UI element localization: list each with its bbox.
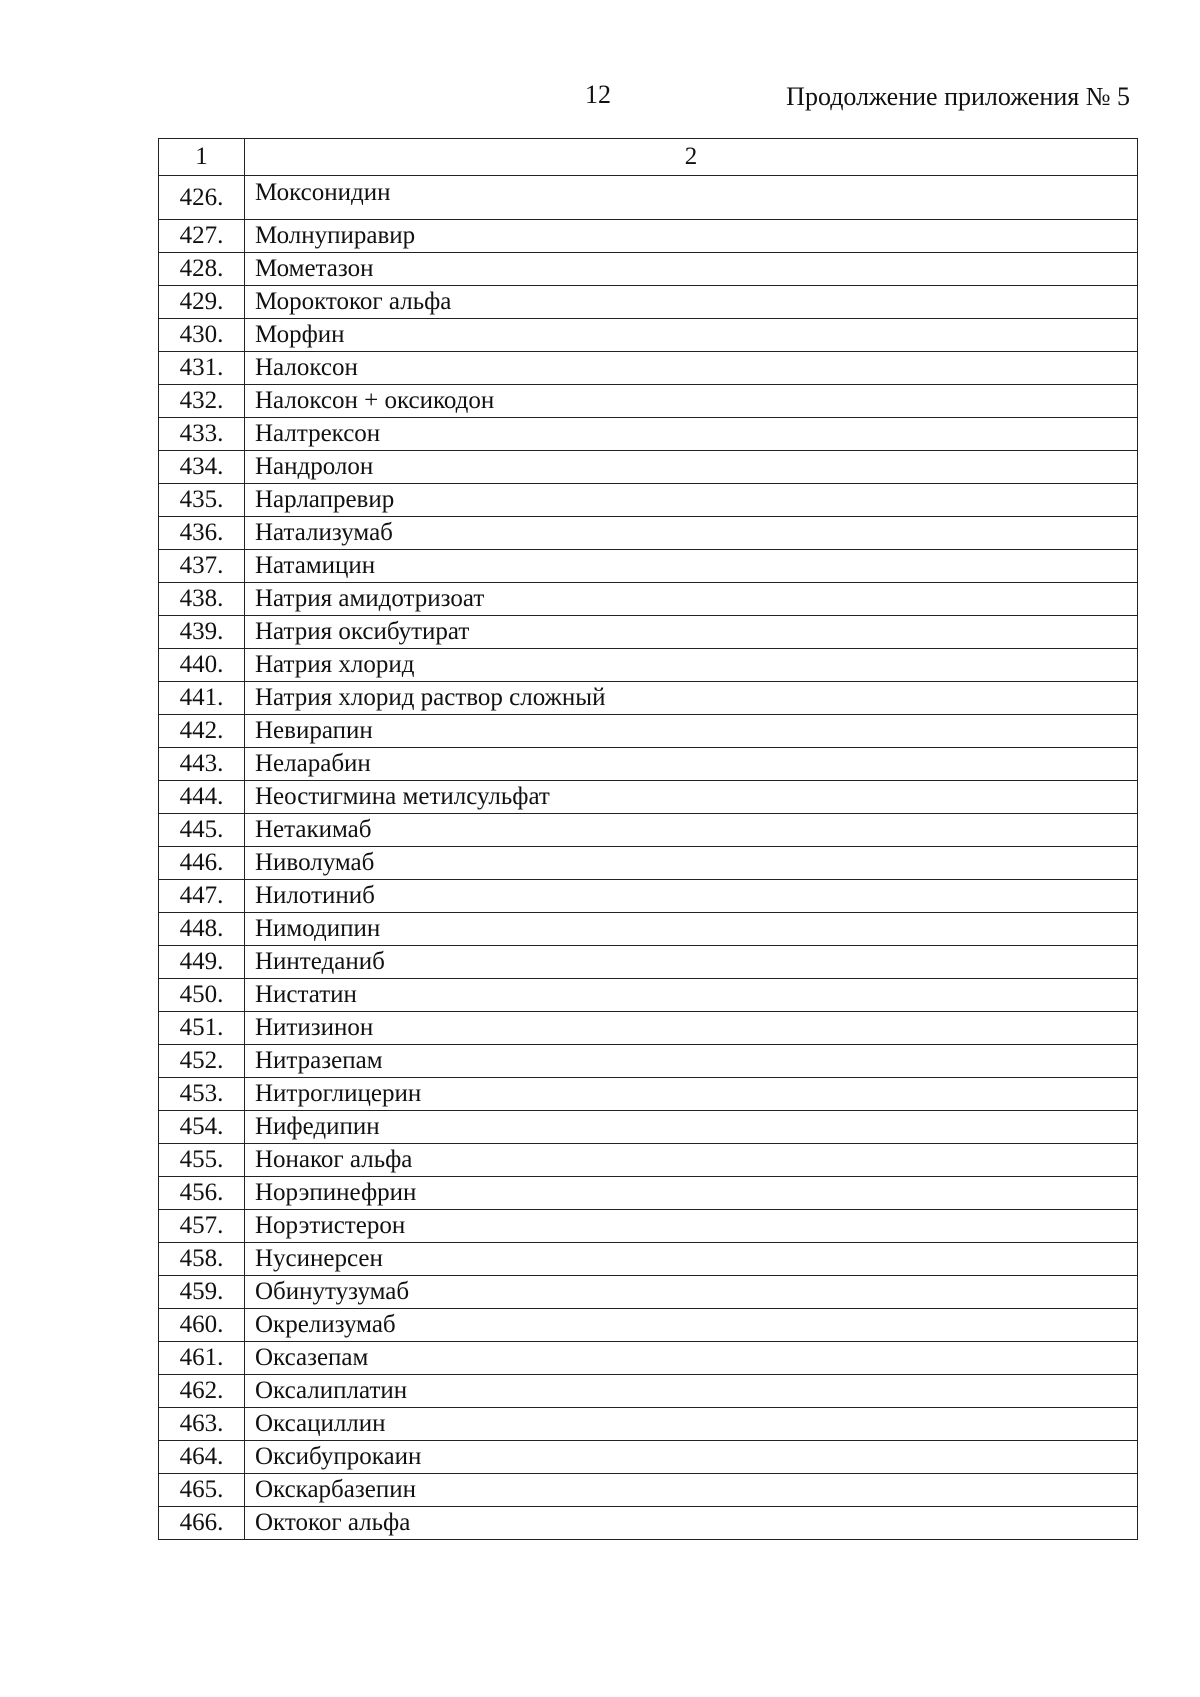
drug-name: Оксазепам — [245, 1342, 1138, 1375]
drug-name: Моксонидин — [245, 176, 1138, 220]
table-row — [159, 1276, 1138, 1309]
table-row — [159, 1210, 1138, 1243]
table-row — [159, 880, 1138, 913]
drug-name: Нетакимаб — [245, 814, 1138, 847]
row-number: 439. — [159, 616, 245, 649]
row-number: 446. — [159, 847, 245, 880]
row-number: 449. — [159, 946, 245, 979]
row-number: 436. — [159, 517, 245, 550]
row-number: 426. — [159, 176, 245, 220]
drug-name: Оксациллин — [245, 1408, 1138, 1441]
row-number: 455. — [159, 1144, 245, 1177]
row-number: 432. — [159, 385, 245, 418]
row-number: 431. — [159, 352, 245, 385]
table-row — [159, 1408, 1138, 1441]
table-row — [159, 352, 1138, 385]
table-row — [159, 550, 1138, 583]
drug-name: Окрелизумаб — [245, 1309, 1138, 1342]
row-number: 429. — [159, 286, 245, 319]
table-row — [159, 1441, 1138, 1474]
drug-name: Налтрексон — [245, 418, 1138, 451]
row-number: 456. — [159, 1177, 245, 1210]
drug-name: Ниволумаб — [245, 847, 1138, 880]
drug-name: Нарлапревир — [245, 484, 1138, 517]
table-row — [159, 946, 1138, 979]
drug-name: Натамицин — [245, 550, 1138, 583]
table-row — [159, 616, 1138, 649]
row-number: 441. — [159, 682, 245, 715]
drug-name: Нандролон — [245, 451, 1138, 484]
table-row — [159, 253, 1138, 286]
row-number: 462. — [159, 1375, 245, 1408]
drug-name: Нонаког альфа — [245, 1144, 1138, 1177]
row-number: 442. — [159, 715, 245, 748]
table-row — [159, 913, 1138, 946]
drug-name: Нитроглицерин — [245, 1078, 1138, 1111]
row-number: 451. — [159, 1012, 245, 1045]
table-row — [159, 781, 1138, 814]
drug-name: Нимодипин — [245, 913, 1138, 946]
drug-name: Октоког альфа — [245, 1507, 1138, 1540]
table-header-row — [159, 139, 1138, 176]
drug-name: Обинутузумаб — [245, 1276, 1138, 1309]
table-row — [159, 1111, 1138, 1144]
page-number: 12 — [585, 80, 611, 109]
row-number: 437. — [159, 550, 245, 583]
row-number: 427. — [159, 220, 245, 253]
row-number: 440. — [159, 649, 245, 682]
row-number: 464. — [159, 1441, 245, 1474]
table-row — [159, 286, 1138, 319]
row-number: 443. — [159, 748, 245, 781]
drug-name: Молнупиравир — [245, 220, 1138, 253]
row-number: 444. — [159, 781, 245, 814]
table-row — [159, 715, 1138, 748]
row-number: 430. — [159, 319, 245, 352]
table-row — [159, 682, 1138, 715]
drug-name: Оксалиплатин — [245, 1375, 1138, 1408]
table-row — [159, 1342, 1138, 1375]
drug-name: Нитизинон — [245, 1012, 1138, 1045]
table-body — [159, 139, 1138, 1540]
table-row — [159, 1507, 1138, 1540]
row-number: 463. — [159, 1408, 245, 1441]
drug-table — [158, 138, 1138, 1540]
drug-name: Натализумаб — [245, 517, 1138, 550]
row-number: 435. — [159, 484, 245, 517]
table-row — [159, 1012, 1138, 1045]
row-number: 452. — [159, 1045, 245, 1078]
table-row — [159, 814, 1138, 847]
table-row — [159, 1177, 1138, 1210]
table-row — [159, 649, 1138, 682]
table-row — [159, 1144, 1138, 1177]
drug-name: Натрия оксибутират — [245, 616, 1138, 649]
table-row — [159, 1045, 1138, 1078]
row-number: 433. — [159, 418, 245, 451]
drug-name: Неостигмина метилсульфат — [245, 781, 1138, 814]
drug-name: Налоксон + оксикодон — [245, 385, 1138, 418]
table-row — [159, 220, 1138, 253]
row-number: 459. — [159, 1276, 245, 1309]
drug-name: Нилотиниб — [245, 880, 1138, 913]
row-number: 450. — [159, 979, 245, 1012]
drug-name: Морфин — [245, 319, 1138, 352]
table-row — [159, 583, 1138, 616]
drug-name: Нитразепам — [245, 1045, 1138, 1078]
table-row — [159, 517, 1138, 550]
drug-name: Норэпинефрин — [245, 1177, 1138, 1210]
drug-name: Нусинерсен — [245, 1243, 1138, 1276]
row-number: 428. — [159, 253, 245, 286]
row-number: 457. — [159, 1210, 245, 1243]
row-number: 454. — [159, 1111, 245, 1144]
drug-name: Оксибупрокаин — [245, 1441, 1138, 1474]
table-row — [159, 1375, 1138, 1408]
drug-name: Налоксон — [245, 352, 1138, 385]
drug-name: Натрия хлорид раствор сложный — [245, 682, 1138, 715]
table-row — [159, 1309, 1138, 1342]
table-row — [159, 418, 1138, 451]
table-row — [159, 1078, 1138, 1111]
row-number: 445. — [159, 814, 245, 847]
row-number: 465. — [159, 1474, 245, 1507]
row-number: 458. — [159, 1243, 245, 1276]
row-number: 453. — [159, 1078, 245, 1111]
drug-name: Неларабин — [245, 748, 1138, 781]
column-header-name: 2 — [245, 139, 1138, 176]
drug-name: Нистатин — [245, 979, 1138, 1012]
table-row — [159, 1474, 1138, 1507]
drug-name: Мороктоког альфа — [245, 286, 1138, 319]
drug-name: Норэтистерон — [245, 1210, 1138, 1243]
table-row — [159, 1243, 1138, 1276]
table-row — [159, 319, 1138, 352]
table-row — [159, 847, 1138, 880]
table-row — [159, 451, 1138, 484]
drug-name: Мометазон — [245, 253, 1138, 286]
drug-name: Натрия амидотризоат — [245, 583, 1138, 616]
row-number: 448. — [159, 913, 245, 946]
row-number: 466. — [159, 1507, 245, 1540]
row-number: 438. — [159, 583, 245, 616]
drug-name: Невирапин — [245, 715, 1138, 748]
table-row — [159, 176, 1138, 220]
column-header-number: 1 — [159, 139, 245, 176]
table-row — [159, 385, 1138, 418]
row-number: 460. — [159, 1309, 245, 1342]
page-caption: Продолжение приложения № 5 — [786, 82, 1130, 111]
drug-name: Окскарбазепин — [245, 1474, 1138, 1507]
drug-name: Нинтеданиб — [245, 946, 1138, 979]
drug-name: Натрия хлорид — [245, 649, 1138, 682]
table-row — [159, 484, 1138, 517]
row-number: 434. — [159, 451, 245, 484]
drug-name: Нифедипин — [245, 1111, 1138, 1144]
row-number: 447. — [159, 880, 245, 913]
row-number: 461. — [159, 1342, 245, 1375]
table-row — [159, 979, 1138, 1012]
table-row — [159, 748, 1138, 781]
